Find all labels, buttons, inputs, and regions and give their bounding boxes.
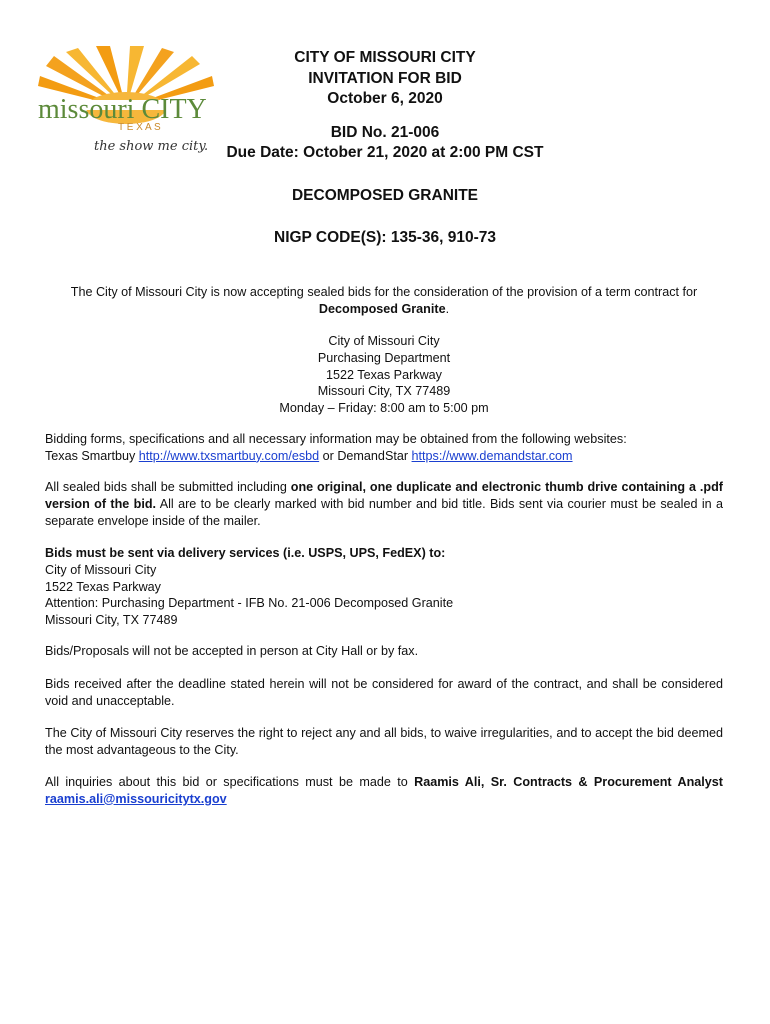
- header-date: October 6, 2020: [327, 90, 443, 107]
- submission-requirements: one original, one duplicate and electronic thumb drive containing a .pdf version of the bid.: [45, 480, 724, 511]
- delivery-line: Attention: Purchasing Department - IFB No. 21-006 Decomposed Granite: [45, 596, 454, 611]
- contact-email-link[interactable]: raamis.ali@missouricitytx.gov: [45, 791, 227, 806]
- nigp-codes: NIGP CODE(S): 135-36, 910-73: [274, 229, 496, 246]
- address-line: 1522 Texas Parkway: [326, 367, 442, 382]
- delivery-heading: Bids must be sent via delivery services (i.e. USPS, UPS, FedEX) to:: [45, 546, 446, 560]
- txsmartbuy-link[interactable]: http://www.txsmartbuy.com/esbd: [138, 448, 320, 463]
- header-invitation: INVITATION FOR BID: [308, 69, 462, 87]
- document-header: [0, 48, 770, 249]
- bidding-forms-paragraph: Bidding forms, specifications and all necessary information may be obtained from the following websites: Texas Smartbuy http://www.txsmartbuy.com/esbd or DemandStar https://www.demandstar.com: [45, 432, 627, 463]
- demandstar-link[interactable]: https://www.demandstar.com: [411, 448, 573, 463]
- inquiries-paragraph: All inquiries about this bid or specifications must be made to Raamis Ali, Sr. Contracts & Procurement Analyst raamis.ali@missouricitytx.gov: [45, 775, 723, 806]
- logo-city-text: missouri CITY: [38, 94, 207, 125]
- office-hours: Monday – Friday: 8:00 am to 5:00 pm: [279, 401, 489, 416]
- reserve-rights-note: The City of Missouri City reserves the right to reject any and all bids, to waive irregularities, and to accept the bid deemed the most advantageous to the City.: [45, 726, 723, 757]
- purchasing-address: [45, 333, 723, 417]
- submission-paragraph: All sealed bids shall be submitted including one original, one duplicate and electronic thumb drive containing a .pdf version of the bid. All are to be clearly marked with bid number and bid title. Bids sent via courier must be sealed in a separate envelope inside of the mailer.: [45, 480, 724, 528]
- logo-tagline: the show me city.: [94, 139, 209, 154]
- contact-name: Raamis Ali, Sr. Contracts & Procurement Analyst: [414, 775, 723, 789]
- intro-product: Decomposed Granite: [318, 301, 446, 316]
- address-line: City of Missouri City: [328, 334, 440, 348]
- not-accepted-note: Bids/Proposals will not be accepted in person at City Hall or by fax.: [45, 644, 419, 658]
- address-line: Purchasing Department: [317, 350, 451, 365]
- delivery-line: 1522 Texas Parkway: [45, 579, 161, 594]
- bid-number: BID No. 21-006: [330, 123, 440, 141]
- delivery-line: City of Missouri City: [45, 562, 157, 577]
- due-date: Due Date: October 21, 2020 at 2:00 PM CST: [226, 144, 544, 161]
- late-bids-note: Bids received after the deadline stated herein will not be considered for award of the contract, and shall be considered void and unacceptable.: [45, 677, 723, 708]
- logo-state-text: T E X A S: [118, 122, 161, 133]
- delivery-block: [45, 545, 723, 629]
- delivery-line: Missouri City, TX 77489: [45, 613, 178, 628]
- intro-paragraph: The City of Missouri City is now accepting sealed bids for the consideration of the provision of a term contract for Decomposed Granite.: [70, 285, 698, 316]
- header-city: CITY OF MISSOURI CITY: [294, 49, 476, 66]
- address-line: Missouri City, TX 77489: [317, 384, 451, 399]
- bid-title: DECOMPOSED GRANITE: [291, 186, 478, 204]
